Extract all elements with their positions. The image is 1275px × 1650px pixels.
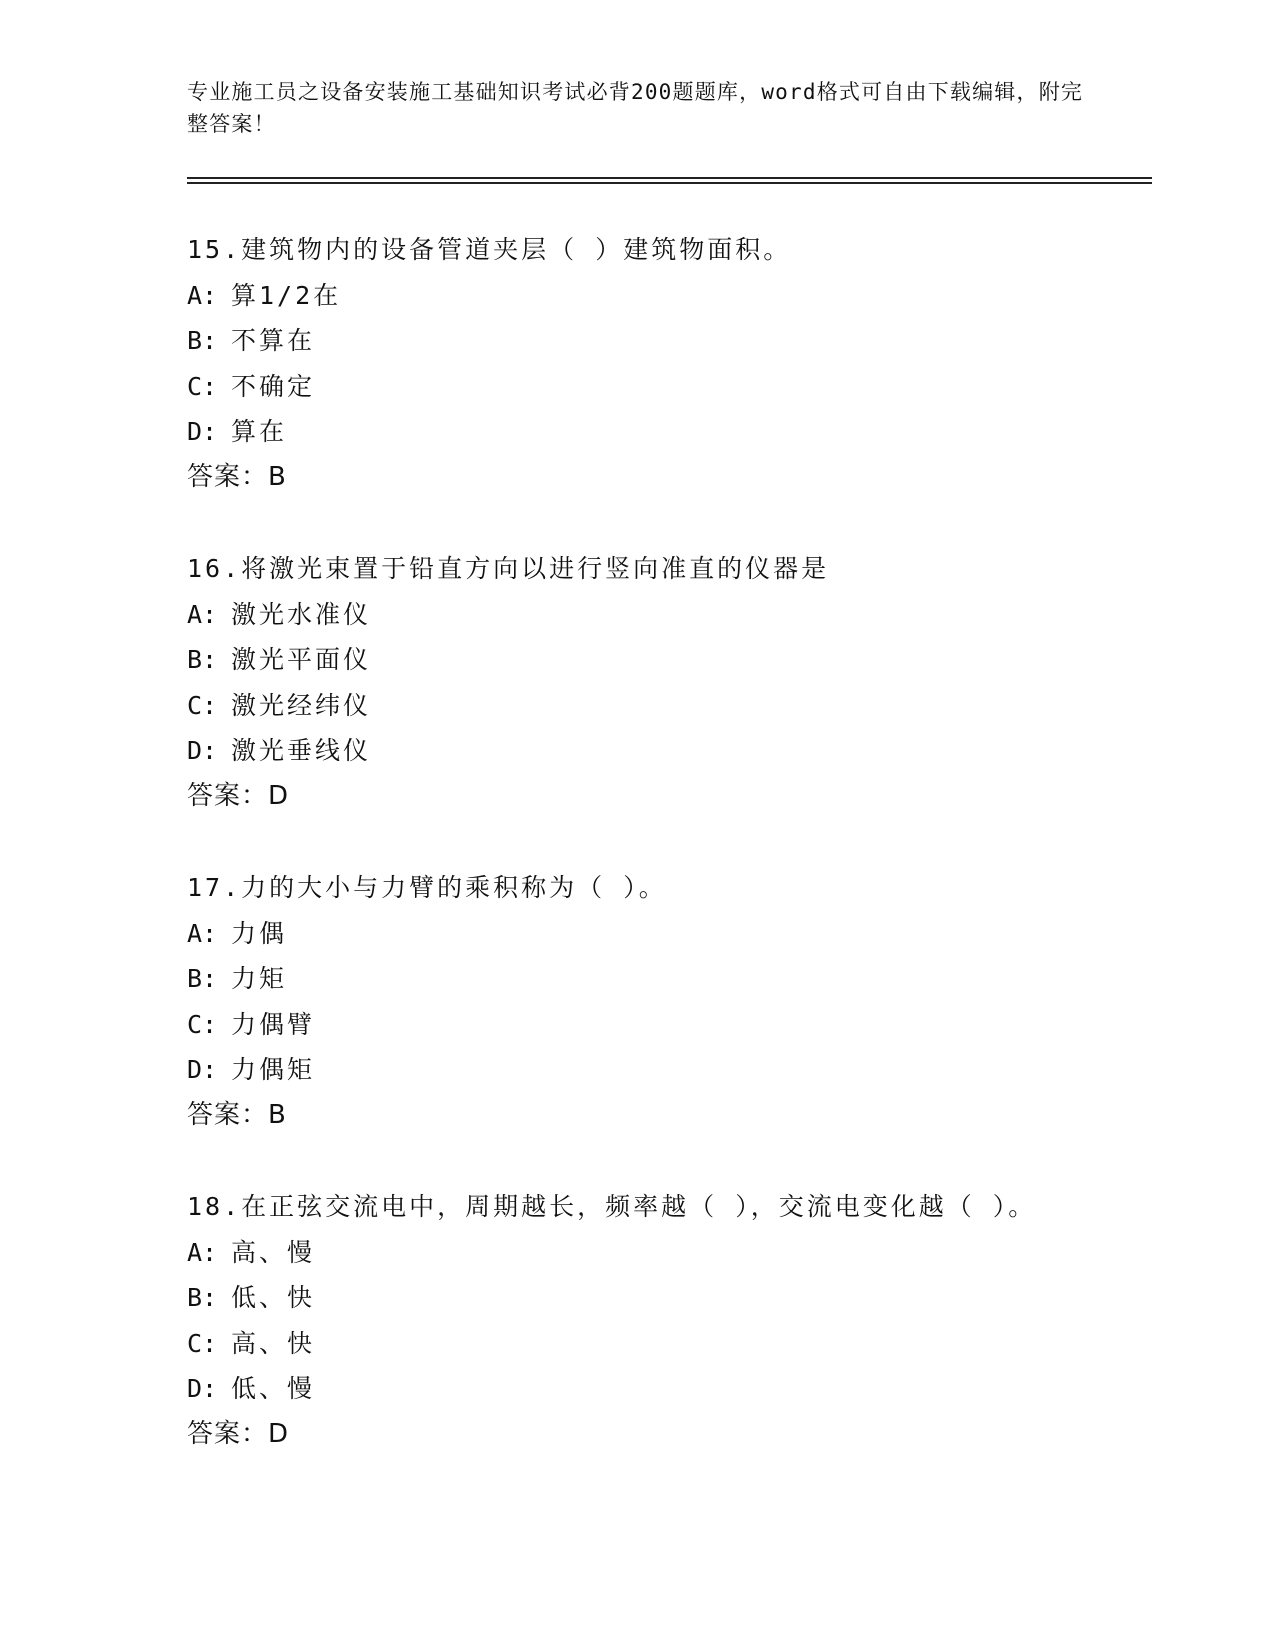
option-text: 低、快 xyxy=(231,1283,316,1312)
option-text: 算在 xyxy=(231,417,288,446)
option-letter: C: xyxy=(187,1009,218,1039)
option-letter: D: xyxy=(187,417,218,446)
option-text: 激光水准仪 xyxy=(231,599,372,629)
option-a xyxy=(187,1230,1167,1276)
option-text: 不算在 xyxy=(231,326,316,355)
question-block xyxy=(187,227,1167,500)
option-text: 力偶 xyxy=(231,918,288,948)
option-c xyxy=(187,683,1167,729)
option-text: 算1/2在 xyxy=(231,280,342,310)
option-c xyxy=(187,1321,1167,1367)
option-b xyxy=(187,318,1167,364)
option-letter: A: xyxy=(187,1237,218,1267)
option-b xyxy=(187,1275,1167,1321)
question-block xyxy=(187,865,1167,1138)
header-rule-top xyxy=(187,177,1152,179)
option-letter: B: xyxy=(187,645,218,674)
question-title: 18.在正弦交流电中，周期越长，频率越（ ），交流电变化越（ ）。 xyxy=(187,1192,1037,1221)
option-c xyxy=(187,1002,1167,1048)
option-text: 力偶矩 xyxy=(231,1055,316,1084)
answer-line: 答案：D xyxy=(187,1418,290,1449)
option-d xyxy=(187,1366,1167,1412)
option-text: 激光垂线仪 xyxy=(231,736,372,765)
answer-line: 答案：D xyxy=(187,780,290,811)
option-text: 高、快 xyxy=(231,1328,316,1358)
option-letter: C: xyxy=(187,371,218,401)
option-text: 不确定 xyxy=(231,371,316,401)
option-letter: B: xyxy=(187,964,218,993)
option-a xyxy=(187,592,1167,638)
option-d xyxy=(187,728,1167,774)
option-letter: A: xyxy=(187,599,218,629)
question-title: 17.力的大小与力臂的乘积称为（ ）。 xyxy=(187,873,667,902)
option-b xyxy=(187,956,1167,1002)
option-letter: D: xyxy=(187,1055,218,1084)
option-letter: C: xyxy=(187,690,218,720)
answer-line: 答案：B xyxy=(187,1099,287,1130)
option-a xyxy=(187,911,1167,957)
option-b xyxy=(187,637,1167,683)
option-letter: D: xyxy=(187,736,218,765)
question-block xyxy=(187,1184,1167,1457)
option-letter: B: xyxy=(187,326,218,355)
option-a xyxy=(187,273,1167,319)
question-title: 15.建筑物内的设备管道夹层（ ）建筑物面积。 xyxy=(187,235,792,264)
answer-line: 答案：B xyxy=(187,461,287,492)
document-header: 专业施工员之设备安装施工基础知识考试必背200题题库，word格式可自由下载编辑，附完整答案！ xyxy=(187,80,1084,136)
option-letter: B: xyxy=(187,1283,218,1312)
question-title: 16.将激光束置于铅直方向以进行竖向准直的仪器是 xyxy=(187,554,830,583)
option-text: 激光平面仪 xyxy=(231,645,372,674)
option-d xyxy=(187,1047,1167,1093)
header-rule-bottom xyxy=(187,182,1152,184)
option-c xyxy=(187,364,1167,410)
option-d xyxy=(187,409,1167,455)
option-text: 高、慢 xyxy=(231,1237,316,1267)
option-letter: D: xyxy=(187,1374,218,1403)
option-letter: C: xyxy=(187,1328,218,1358)
option-text: 低、慢 xyxy=(231,1374,316,1403)
option-letter: A: xyxy=(187,918,218,948)
option-text: 力矩 xyxy=(231,964,288,993)
option-text: 力偶臂 xyxy=(231,1009,316,1039)
question-block xyxy=(187,546,1167,819)
option-text: 激光经纬仪 xyxy=(231,690,372,720)
option-letter: A: xyxy=(187,280,218,310)
